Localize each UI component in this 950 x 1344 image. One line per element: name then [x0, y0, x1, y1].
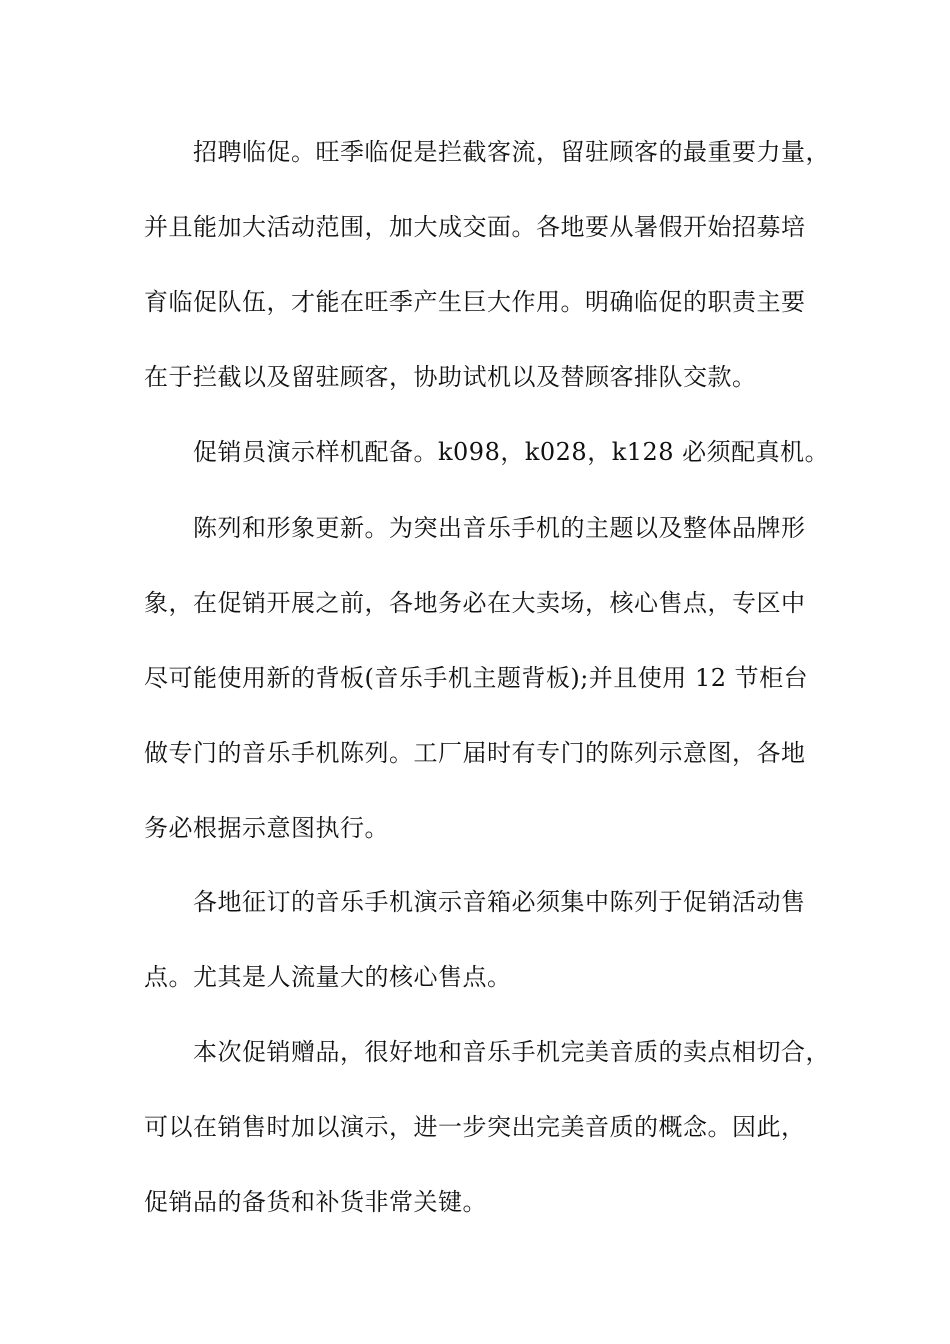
paragraph-recruit-temp-promoters-line-3: 育临促队伍，才能在旺季产生巨大作用。明确临促的职责主要 — [144, 288, 806, 316]
paragraph-display-update-line-5: 务必根据示意图执行。 — [144, 814, 389, 842]
paragraph-gifts-line-3: 促销品的备货和补货非常关键。 — [144, 1188, 487, 1216]
paragraph-gifts-line-1: 本次促销赠品，很好地和音乐手机完美音质的卖点相切合， — [193, 1038, 830, 1066]
paragraph-recruit-temp-promoters-line-4: 在于拦截以及留驻顾客，协助试机以及替顾客排队交款。 — [144, 363, 757, 391]
paragraph-demo-devices: 促销员演示样机配备。k098，k028，k128 必须配真机。 — [193, 438, 830, 466]
paragraph-display-update-line-3: 尽可能使用新的背板(音乐手机主题背板);并且使用 12 节柜台 — [144, 664, 809, 692]
paragraph-recruit-temp-promoters-line-2: 并且能加大活动范围，加大成交面。各地要从暑假开始招募培 — [144, 213, 806, 241]
paragraph-display-update-line-2: 象，在促销开展之前，各地务必在大卖场，核心售点，专区中 — [144, 589, 806, 617]
paragraph-demo-speakers-line-2: 点。尤其是人流量大的核心售点。 — [144, 963, 512, 991]
paragraph-demo-speakers-line-1: 各地征订的音乐手机演示音箱必须集中陈列于促销活动售 — [193, 888, 806, 916]
paragraph-display-update-line-1: 陈列和形象更新。为突出音乐手机的主题以及整体品牌形 — [193, 514, 806, 542]
paragraph-display-update-line-4: 做专门的音乐手机陈列。工厂届时有专门的陈列示意图，各地 — [144, 739, 806, 767]
paragraph-gifts-line-2: 可以在销售时加以演示，进一步突出完美音质的概念。因此， — [144, 1113, 806, 1141]
paragraph-recruit-temp-promoters-line-1: 招聘临促。旺季临促是拦截客流，留驻顾客的最重要力量， — [193, 138, 830, 166]
